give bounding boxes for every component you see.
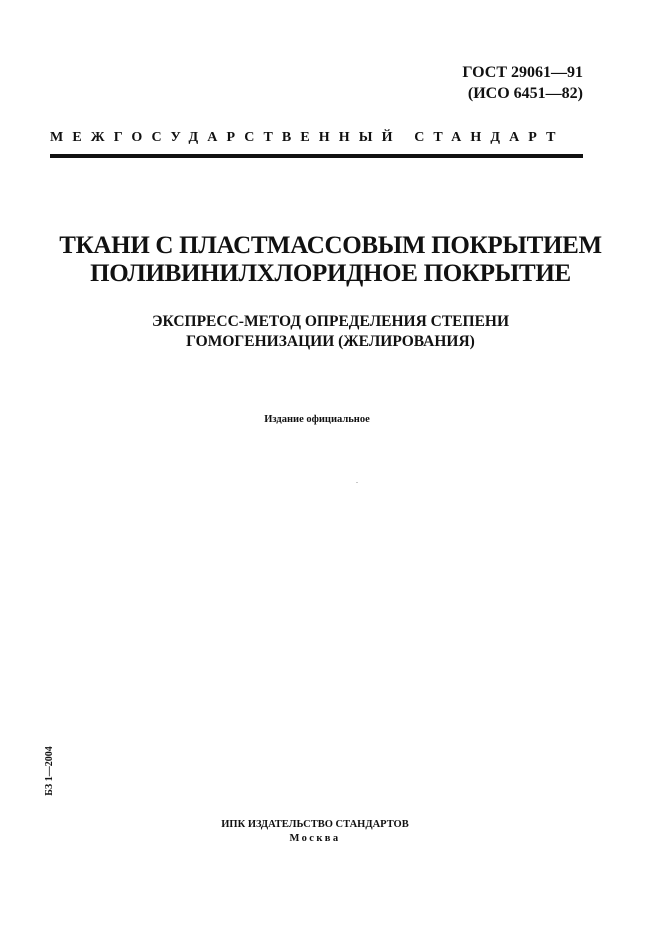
standard-designation bbox=[462, 62, 583, 104]
standard-banner: МЕЖГОСУДАРСТВЕННЫЙ СТАНДАРТ bbox=[50, 130, 565, 145]
publisher-name: ИПК ИЗДАТЕЛЬСТВО СТАНДАРТОВ bbox=[221, 819, 409, 830]
subtitle-line-1: ЭКСПРЕСС-МЕТОД ОПРЕДЕЛЕНИЯ СТЕПЕНИ bbox=[151, 313, 510, 330]
title-line-1: ТКАНИ С ПЛАСТМАССОВЫМ ПОКРЫТИЕМ bbox=[59, 232, 602, 259]
document-title bbox=[0, 232, 661, 288]
side-code bbox=[44, 738, 56, 804]
title-line-2: ПОЛИВИНИЛХЛОРИДНОЕ ПОКРЫТИЕ bbox=[90, 260, 571, 287]
gost-number: ГОСТ 29061—91 bbox=[462, 64, 583, 81]
document-subtitle bbox=[0, 312, 661, 352]
subtitle-line-2: ГОМОГЕНИЗАЦИИ (ЖЕЛИРОВАНИЯ) bbox=[186, 333, 475, 350]
publisher-block bbox=[0, 818, 630, 846]
edition-note: Издание официальное bbox=[264, 414, 370, 425]
speck-mark bbox=[356, 482, 358, 483]
side-code-text: БЗ 1—2004 bbox=[44, 746, 55, 796]
banner-rule bbox=[50, 154, 583, 158]
publisher-city: Москва bbox=[289, 833, 341, 844]
iso-number: (ИСО 6451—82) bbox=[467, 85, 583, 102]
